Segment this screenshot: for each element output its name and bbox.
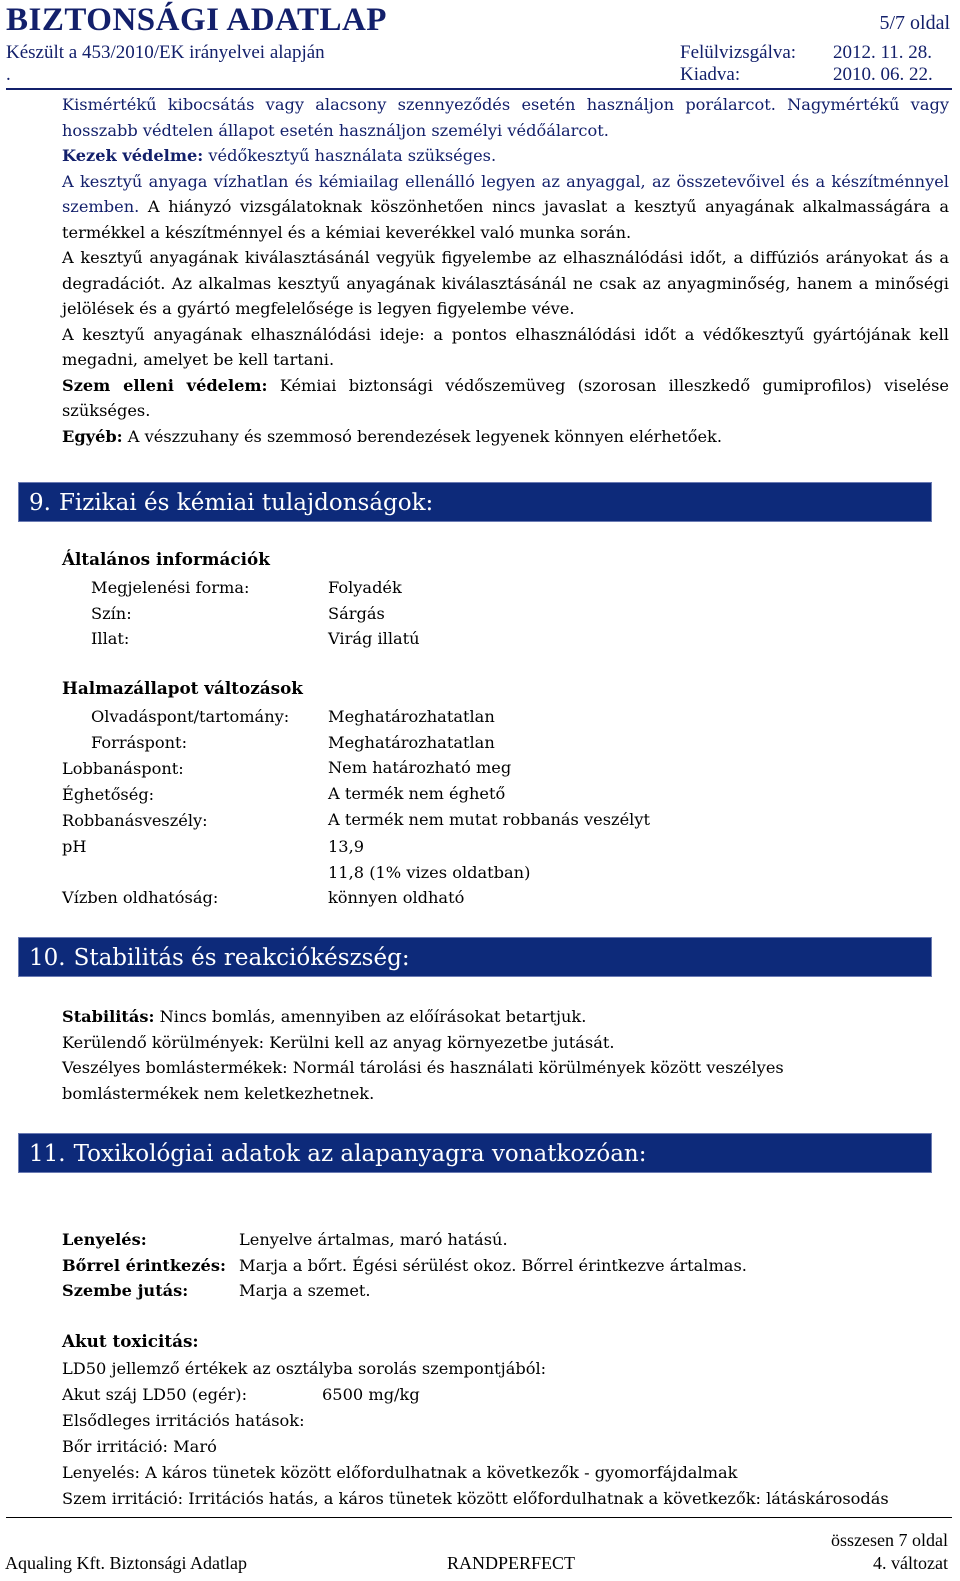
section-9-title: Fizikai és kémiai tulajdonságok: bbox=[58, 490, 434, 516]
header-dot: . bbox=[6, 64, 11, 85]
odor-label: Illat: bbox=[91, 629, 130, 649]
general-info-heading: Általános információk bbox=[62, 549, 270, 569]
eye-contact-value: Marja a szemet. bbox=[239, 1281, 371, 1301]
solubility-label: Vízben oldhatóság: bbox=[62, 888, 219, 907]
other-paragraph bbox=[62, 424, 949, 450]
document-subtitle: Készült a 453/2010/EK irányelvei alapján bbox=[6, 42, 325, 63]
phase-values bbox=[328, 704, 650, 833]
phase-change-heading: Halmazállapot változások bbox=[62, 678, 303, 698]
section-10-number: 10. bbox=[29, 945, 66, 971]
appearance-value: Folyadék bbox=[328, 578, 402, 597]
hands-label: Kezek védelme: bbox=[62, 146, 204, 165]
eye-protection-paragraph bbox=[62, 373, 949, 424]
section-11-title: Toxikológiai adatok az alapanyagra vonatkozóan: bbox=[73, 1141, 647, 1167]
color-label: Szín: bbox=[91, 603, 132, 623]
ph-solution-value: 11,8 (1% vizes oldatban) bbox=[328, 862, 531, 882]
glove-lifetime-paragraph: A kesztyű anyagának elhasználódási ideje: a pontos elhasználódási időt a védőkesztyű gyártójának kell megadni, amelyet be kell tartani. bbox=[62, 324, 949, 369]
ph-label: pH bbox=[62, 837, 87, 856]
review-date: 2012. 11. 28. bbox=[833, 42, 933, 63]
ph-values bbox=[328, 834, 530, 911]
oral-ld50-value: 6500 mg/kg bbox=[322, 1385, 420, 1404]
eye-irritation: Szem irritáció: Irritációs hatás, a káros tünetek között előfordulhatnak a következők: látáskárosodás bbox=[62, 1489, 889, 1508]
flash-point-value: Nem határozható meg bbox=[328, 758, 512, 778]
skin-contact-label: Bőrrel érintkezés: bbox=[62, 1255, 226, 1275]
avoid-conditions: Kerülendő körülmények: Kerülni kell az anyag környezetbe jutását. bbox=[62, 1032, 615, 1052]
section-9-number: 9. bbox=[29, 490, 51, 516]
general-labels bbox=[91, 575, 249, 652]
footer-version: 4. változat bbox=[873, 1553, 948, 1573]
section-10-header bbox=[18, 937, 932, 977]
respiratory-paragraph: Kismértékű kibocsátás vagy alacsony szennyeződés esetén használjon porálarcot. Nagymértékű vagy hosszabb védtelen állapot esetén használjon személyi védőálarcot. bbox=[62, 95, 949, 140]
explosion-value: A termék nem mutat robbanás veszélyt bbox=[328, 809, 650, 829]
appearance-label: Megjelenési forma: bbox=[91, 578, 250, 597]
exposure-labels bbox=[62, 1227, 226, 1304]
melting-label: Olvadáspont/tartomány: bbox=[91, 707, 290, 726]
flash-point-label: Lobbanáspont: bbox=[62, 759, 184, 778]
boiling-label: Forráspont: bbox=[91, 733, 188, 752]
review-date-row bbox=[680, 42, 932, 64]
header-rule bbox=[6, 88, 952, 90]
ld50-line: LD50 jellemző értékek az osztályba sorolás szempontjából: bbox=[62, 1359, 547, 1378]
page-number: 5/7 oldal bbox=[879, 12, 950, 34]
glove-material-text: A kesztyű anyaga vízhatlan és kémiailag ellenálló legyen az anyaggal, az összetevőivel és a készítménnyel szemben. bbox=[62, 171, 949, 216]
other-label: Egyéb: bbox=[62, 426, 123, 446]
hands-paragraph bbox=[62, 143, 949, 169]
footer-company: Aqualing Kft. Biztonsági Adatlap bbox=[5, 1553, 247, 1573]
footer-product: RANDPERFECT bbox=[447, 1553, 576, 1573]
decomposition-products: Veszélyes bomlástermékek: Normál tárolási és használati körülmények között veszélyes bomlástermékek nem keletkezhetnek. bbox=[62, 1058, 784, 1103]
flammability-label: Éghetőség: bbox=[62, 785, 155, 804]
stability-text bbox=[62, 1004, 842, 1106]
skin-contact-value: Marja a bőrt. Égési sérülést okoz. Bőrrel érintkezve ártalmas. bbox=[239, 1255, 747, 1275]
odor-value: Virág illatú bbox=[328, 629, 420, 649]
eye-contact-label: Szembe jutás: bbox=[62, 1281, 189, 1301]
explosion-label: Robbanásveszély: bbox=[62, 811, 208, 830]
footer-rule bbox=[6, 1517, 952, 1518]
skin-irritation: Bőr irritáció: Maró bbox=[62, 1437, 217, 1456]
issued-date-row bbox=[680, 64, 933, 86]
acute-toxicity-heading: Akut toxicitás: bbox=[62, 1331, 199, 1351]
primary-irritation: Elsődleges irritációs hatások: bbox=[62, 1411, 305, 1430]
document-title: BIZTONSÁGI ADATLAP bbox=[6, 2, 387, 38]
boiling-value: Meghatározhatatlan bbox=[328, 732, 495, 752]
solubility-value: könnyen oldható bbox=[328, 888, 465, 908]
protection-text bbox=[62, 92, 949, 449]
stability-value: Nincs bomlás, amennyiben az előírásokat betartjuk. bbox=[154, 1007, 587, 1026]
melting-value: Meghatározhatatlan bbox=[328, 707, 495, 726]
glove-tests-text: A hiányzó vizsgálatoknak köszönhetően nincs javaslat a kesztyű anyagának alkalmasságára a termékkel a készítménnyel és a kémiai keverékkel való munka során. bbox=[62, 197, 949, 242]
exposure-values bbox=[239, 1227, 747, 1304]
section-10-title: Stabilitás és reakciókészség: bbox=[73, 945, 410, 971]
other-text: A vészzuhany és szemmosó berendezések legyenek könnyen elérhetőek. bbox=[122, 426, 722, 446]
glove-selection-paragraph: A kesztyű anyagának kiválasztásánál vegyük figyelembe az elhasználódási időt, a diffúziós arányokat ás a degradációt. Az alkalmas kesztyű anyagának kiválasztásánál ne csak az anyagminőség, hanem a minőségi jelölések és a gyártó megfelelősége is legyen figyelembe véve. bbox=[62, 248, 949, 318]
ingestion-value: Lenyelve ártalmas, maró hatású. bbox=[239, 1230, 508, 1249]
issued-label: Kiadva: bbox=[680, 64, 741, 85]
eye-protection-text: Kémiai biztonsági védőszemüveg (szorosan illeszkedő gumiprofilos) viselése szükséges. bbox=[62, 375, 949, 420]
section-9-header bbox=[18, 482, 932, 522]
ingestion-irritation: Lenyelés: A káros tünetek között előfordulhatnak a következők - gyomorfájdalmak bbox=[62, 1463, 738, 1482]
hands-text: védőkesztyű használata szükséges. bbox=[203, 146, 497, 165]
flammability-value: A termék nem éghető bbox=[328, 784, 506, 804]
oral-ld50-label: Akut száj LD50 (egér): bbox=[62, 1385, 248, 1404]
ingestion-label: Lenyelés: bbox=[62, 1230, 147, 1249]
color-value: Sárgás bbox=[328, 603, 385, 623]
stability-paragraph bbox=[62, 1004, 842, 1030]
section-11-number: 11. bbox=[29, 1141, 66, 1167]
issued-date: 2010. 06. 22. bbox=[833, 64, 933, 85]
stability-label: Stabilitás: bbox=[62, 1007, 155, 1026]
glove-material-paragraph bbox=[62, 169, 949, 246]
ph-value: 13,9 bbox=[328, 837, 365, 856]
section-11-header bbox=[18, 1133, 932, 1173]
general-values bbox=[328, 575, 420, 652]
review-label: Felülvizsgálva: bbox=[680, 42, 797, 63]
eye-protection-label: Szem elleni védelem: bbox=[62, 375, 268, 395]
footer-total-pages: összesen 7 oldal bbox=[831, 1530, 948, 1550]
